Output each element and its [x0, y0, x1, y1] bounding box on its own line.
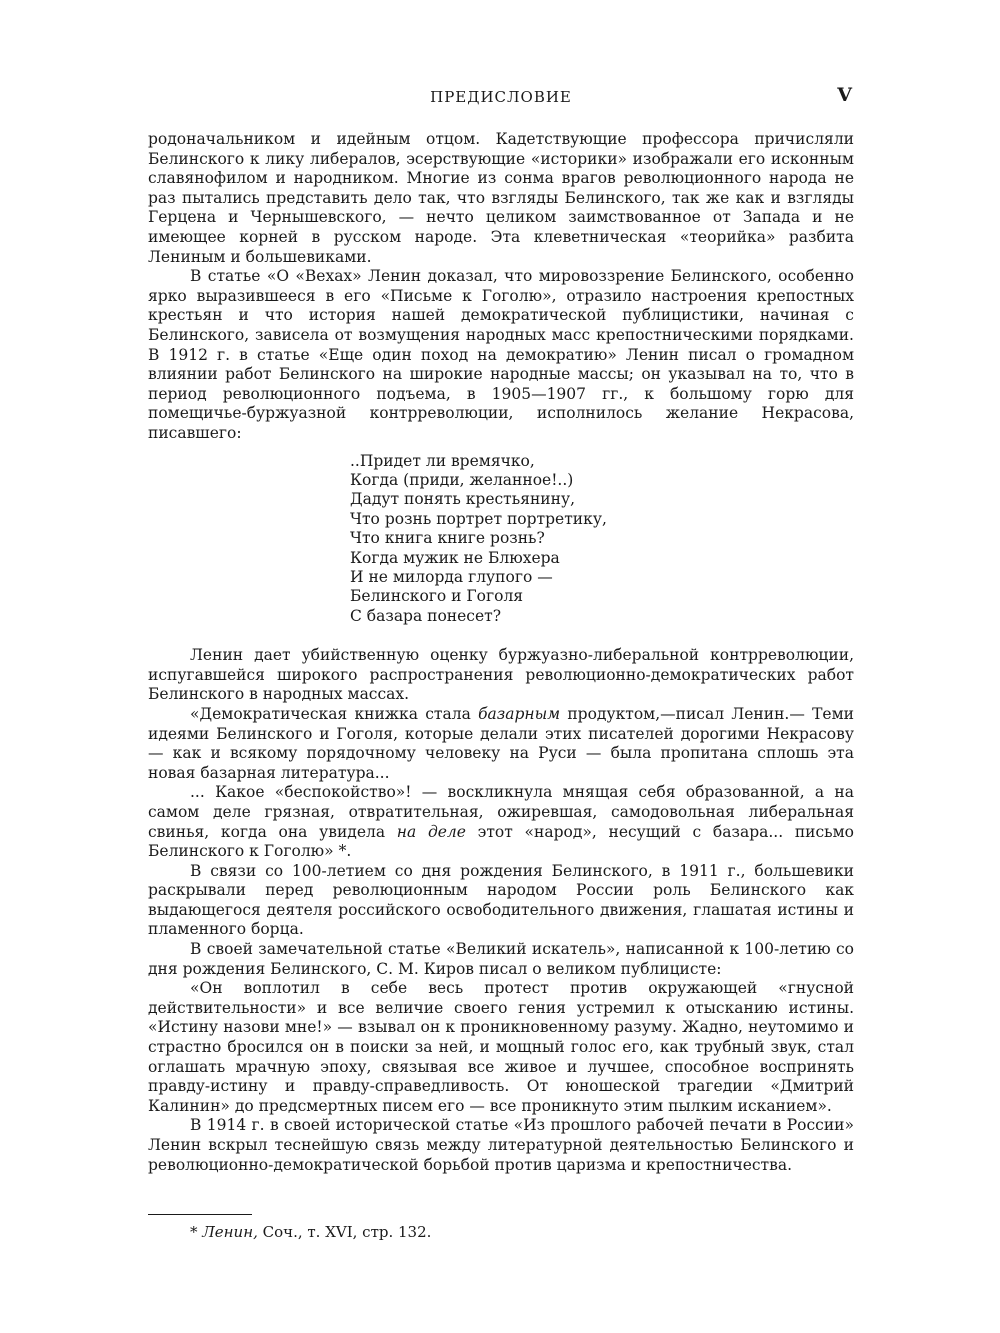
- page-body: [148, 130, 854, 1175]
- quote-text: «Демократическая книжка стала: [190, 704, 479, 723]
- paragraph-3: Ленин дает убийственную оценку буржуазно-либеральной контрреволюции, испугавшейся широкого распространения революционно-демократических работ Белинского в народных массах.: [148, 646, 854, 704]
- poem-quote: [350, 452, 854, 627]
- poem-line: Дадут понять крестьянину,: [350, 490, 576, 509]
- emphasis: базарным: [478, 704, 561, 723]
- quote-lenin-2: [148, 783, 854, 861]
- quote-text: ... Какое «беспокойство»! — воскликнула мнящая себя образованной, а на самом деле грязная, отвратительная, ожиревшая, самодовольная либеральная свинья, когда она увидела: [148, 783, 854, 841]
- footnote-reference: Соч., т. XVI, стр. 132.: [257, 1223, 432, 1241]
- footnote-rule: [148, 1214, 252, 1215]
- quote-text: продуктом,—писал Ленин.— Теми идеями Белинского и Гоголя, которые делали этих писателей дорогими Некрасову — как и всякому порядочному человеку на Руси — была пропитана сплошь эта новая базарная литература...: [148, 704, 854, 782]
- quote-kirov: «Он воплотил в себе весь протест против окружающей «гнусной действительности» и все величие своего гения устремил к отысканию истины. «Истину назови мне!» — взывал он к проникновенному разуму. Жадно, неутомимо и страстно бросился он в поиски за ней, и мощный голос его, как трубный звук, стал оглашать мрачную эпоху, связывая все живое и лучшее, способное воспринять правду-истину и правду-справедливость. От юношеской трагедии «Дмитрий Калинин» до предсмертных писем его — все проникнуто этим пылким исканием».: [148, 979, 854, 1115]
- poem-line: ..Придет ли времячко,: [350, 451, 535, 470]
- running-title: ПРЕДИСЛОВИЕ: [430, 88, 572, 106]
- poem-line: С базара понесет?: [350, 606, 502, 625]
- emphasis: на деле: [396, 822, 466, 841]
- poem-line: Что книга книге рознь?: [350, 529, 545, 548]
- page-number: V: [837, 84, 852, 106]
- paragraph-1: родоначальником и идейным отцом. Кадетствующие профессора причисляли Белинского к лику либералов, эсерствующие «историки» изображали его исконным славянофилом и народником. Многие из сонма врагов революционного народа не раз пытались представить дело так, что взгляды Белинского, так же как и взгляды Герцена и Чернышевского, — нечто целиком заимствованное от Запада и не имеющее корней в русском народе. Эта клеветническая «теорийка» разбита Лениным и большевиками.: [148, 130, 854, 266]
- poem-line: И не милорда глупого —: [350, 567, 553, 586]
- footnote: [190, 1223, 431, 1241]
- quote-text: этот «народ», несущий с базара... письмо Белинского к Гоголю» *.: [148, 822, 854, 861]
- paragraph-6: В 1914 г. в своей исторической статье «Из прошлого рабочей печати в России» Ленин вскрыл теснейшую связь между литературной деятельностью Белинского и революционно-демократической борьбой против царизма и крепостничества.: [148, 1116, 854, 1174]
- footnote-author: Ленин,: [202, 1223, 258, 1241]
- footnote-marker: *: [190, 1223, 198, 1241]
- quote-lenin-1: [148, 705, 854, 783]
- poem-line: Когда (приди, желанное!..): [350, 470, 574, 489]
- poem-line: Что рознь портрет портретику,: [350, 509, 607, 528]
- paragraph-2: В статье «О «Вехах» Ленин доказал, что мировоззрение Белинского, особенно ярко выразившееся в его «Письме к Гоголю», отразило настроения крепостных крестьян и что история нашей демократической публицистики, начиная с Белинского, зависела от возмущения народных масс крепостническими порядками. В 1912 г. в статье «Еще один поход на демократию» Ленин писал о громадном влиянии работ Белинского на широкие народные массы; он указывал на то, что в период революционного подъема, в 1905—1907 гг., к большому горю для помещичье-буржуазной контрреволюции, исполнилось желание Некрасова, писавшего:: [148, 267, 854, 442]
- paragraph-5: В своей замечательной статье «Великий искатель», написанной к 100-летию со дня рождения Белинского, С. М. Киров писал о великом публицисте:: [148, 940, 854, 978]
- poem-line: Когда мужик не Блюхера: [350, 548, 560, 567]
- poem-line: Белинского и Гоголя: [350, 587, 524, 606]
- paragraph-4: В связи со 100-летием со дня рождения Белинского, в 1911 г., большевики раскрывали перед революционным народом России роль Белинского как выдающегося деятеля российского освободительного движения, глашатая истины и пламенного борца.: [148, 861, 854, 939]
- page-header: [148, 84, 854, 114]
